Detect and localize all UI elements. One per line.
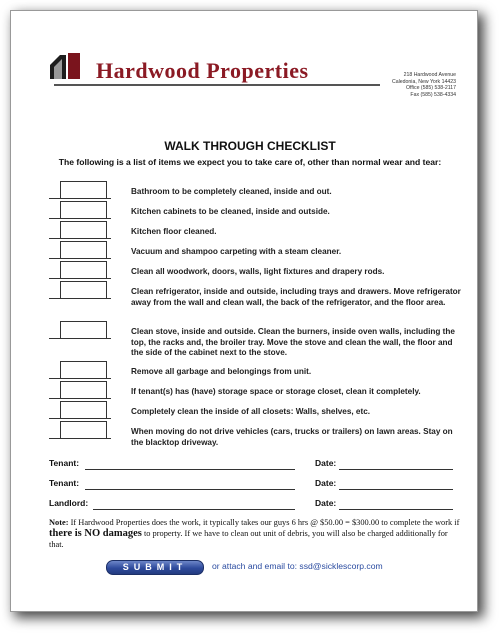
check-underline <box>49 218 111 219</box>
checklist-item-text: Completely clean the inside of all closets: Walls, shelves, etc. <box>131 407 371 416</box>
submit-button[interactable]: SUBMIT <box>106 560 204 575</box>
checkbox[interactable] <box>60 281 107 299</box>
check-underline <box>49 258 111 259</box>
tenant-label: Tenant: <box>49 478 80 488</box>
landlord-signature-field[interactable] <box>93 509 295 510</box>
note-body-2: to property. If we have to clean out unit of debris, you will also be charged additionally for that. <box>49 529 448 549</box>
note-body-1: If Hardwood Properties does the work, it typically takes our guys 6 hrs @ $50.00 = $300.00 to complete the work if <box>68 518 460 527</box>
checklist-item-text: Clean all woodwork, doors, walls, light fixtures and drapery rods. <box>131 267 385 276</box>
note-emphasis: there is NO damages <box>49 528 142 539</box>
checklist-item-text: Kitchen cabinets to be cleaned, inside and outside. <box>131 207 330 216</box>
tenant-signature-row <box>49 458 459 472</box>
checklist-item-text: Clean stove, inside and outside. Clean the burners, inside oven walls, including the top, the racks and, the broiler tray. Move the stove and clean the wall, the floor and the side of the cabinet next to the stove. <box>131 327 455 357</box>
checklist-item-text: Remove all garbage and belongings from unit. <box>131 367 312 376</box>
address-line: Caledonia, New York 14423 <box>391 78 456 85</box>
company-address <box>376 72 456 98</box>
check-underline <box>49 238 111 239</box>
check-underline <box>49 438 111 439</box>
checkbox[interactable] <box>60 361 107 379</box>
tenant-signature-field[interactable] <box>85 489 295 490</box>
company-logo-icon <box>46 49 94 81</box>
date-label: Date: <box>315 498 337 508</box>
date-label: Date: <box>315 478 337 488</box>
checkbox[interactable] <box>60 241 107 259</box>
tenant-label: Tenant: <box>49 458 80 468</box>
checklist-item-text: Bathroom to be completely cleaned, inside and out. <box>131 187 332 196</box>
header-divider <box>54 84 380 86</box>
checklist-item-text: Clean refrigerator, inside and outside, including trays and drawers. Move refrigerator away from the wall and clean wall, the back of the refrigerator, and the floor area. <box>131 287 461 307</box>
intro-text: The following is a list of items we expect you to take care of, other than normal wear and tear: <box>58 157 442 167</box>
page-title: WALK THROUGH CHECKLIST <box>164 139 336 153</box>
checkbox[interactable] <box>60 381 107 399</box>
note-text <box>49 517 461 550</box>
checklist-item-text: When moving do not drive vehicles (cars, trucks or trailers) on lawn areas. Stay on the blacktop driveway. <box>131 427 453 447</box>
checklist-item-text: Kitchen floor cleaned. <box>131 227 217 236</box>
date-label: Date: <box>315 458 337 468</box>
note-lead: Note: <box>49 518 69 527</box>
date-field[interactable] <box>339 489 453 490</box>
date-field[interactable] <box>339 469 453 470</box>
checkbox[interactable] <box>60 421 107 439</box>
contact-line: Fax (585) 538-4334 <box>410 91 456 98</box>
contact-line: Office (585) 538-2117 <box>406 85 456 91</box>
check-underline <box>49 198 111 199</box>
check-underline <box>49 378 111 379</box>
checkbox[interactable] <box>60 261 107 279</box>
check-underline <box>49 418 111 419</box>
date-field[interactable] <box>339 509 453 510</box>
checklist-item-text: If tenant(s) has (have) storage space or storage closet, clean it completely. <box>131 387 421 396</box>
checkbox[interactable] <box>60 221 107 239</box>
tenant-signature-row <box>49 478 459 492</box>
company-name: Hardwood Properties <box>96 58 309 83</box>
tenant-signature-field[interactable] <box>85 469 295 470</box>
checkbox[interactable] <box>60 321 107 339</box>
check-underline <box>49 278 111 279</box>
checklist-item-text: Vacuum and shampoo carpeting with a steam cleaner. <box>131 247 342 256</box>
check-underline <box>49 398 111 399</box>
email-instructions: or attach and email to: ssd@sicklescorp.com <box>212 561 383 571</box>
landlord-label: Landlord: <box>49 498 89 508</box>
checkbox[interactable] <box>60 401 107 419</box>
address-line: 218 Hardwood Avenue <box>403 72 456 78</box>
check-underline <box>49 338 111 339</box>
check-underline <box>49 298 111 299</box>
checkbox[interactable] <box>60 201 107 219</box>
checkbox[interactable] <box>60 181 107 199</box>
landlord-signature-row <box>49 498 459 512</box>
